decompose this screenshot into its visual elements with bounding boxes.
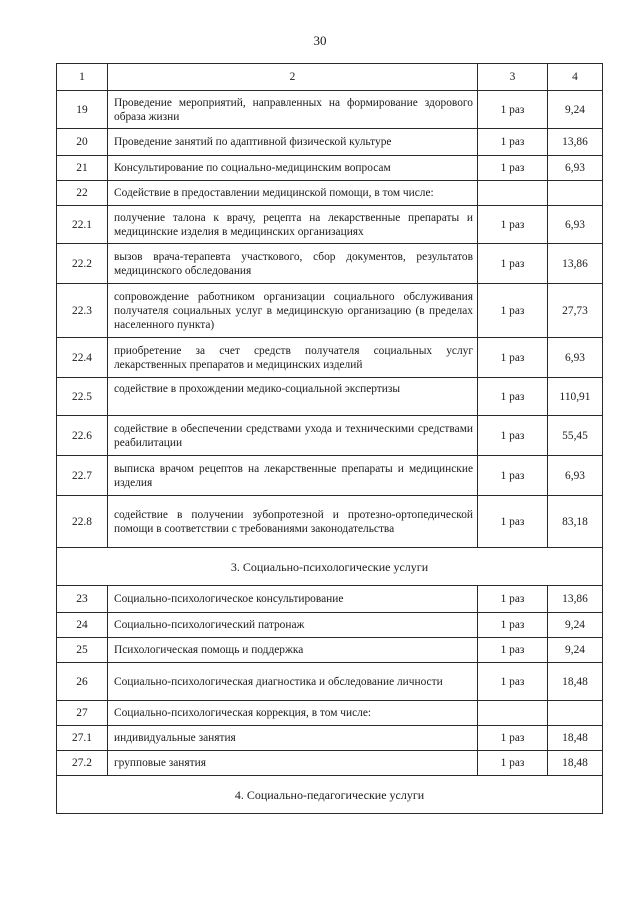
service-description-cell: вызов врача-терапевта участкового, сбор документов, результатов медицинского обследования (108, 244, 478, 284)
table-row (57, 613, 603, 638)
price-cell: 6,93 (548, 338, 603, 378)
section-title: 3. Социально-психологические услуги (57, 548, 603, 586)
price-cell: 83,18 (548, 496, 603, 548)
row-number-cell: 20 (57, 129, 108, 156)
table-row (57, 663, 603, 701)
service-description-cell: Проведение мероприятий, направленных на формирование здорового образа жизни (108, 91, 478, 129)
row-number-cell: 22.1 (57, 206, 108, 244)
services-table-body (57, 64, 603, 814)
service-description-cell: Психологическая помощь и поддержка (108, 638, 478, 663)
row-number-cell: 19 (57, 91, 108, 129)
row-number-cell: 25 (57, 638, 108, 663)
service-description-cell: Социально-психологический патронаж (108, 613, 478, 638)
table-row (57, 751, 603, 776)
price-cell: 9,24 (548, 613, 603, 638)
column-header-4: 4 (548, 64, 603, 91)
service-description-cell: приобретение за счет средств получателя социальных услуг лекарственных препаратов и медицинских изделий (108, 338, 478, 378)
row-number-cell: 22 (57, 181, 108, 206)
page-number: 30 (313, 33, 327, 48)
table-row (57, 456, 603, 496)
service-description-cell: индивидуальные занятия (108, 726, 478, 751)
row-number-cell: 27 (57, 701, 108, 726)
service-description-cell: содействие в получении зубопротезной и протезно-ортопедической помощи в соответствии с требованиями законодательства (108, 496, 478, 548)
price-cell: 6,93 (548, 456, 603, 496)
service-description-cell: Социально-психологическая диагностика и обследование личности (108, 663, 478, 701)
row-number-cell: 26 (57, 663, 108, 701)
table-row (57, 129, 603, 156)
table-row (57, 206, 603, 244)
service-description-cell: содействие в обеспечении средствами ухода и техническими средствами реабилитации (108, 416, 478, 456)
services-table (56, 63, 603, 814)
row-number-cell: 24 (57, 613, 108, 638)
column-header-2: 2 (108, 64, 478, 91)
row-number-cell: 22.2 (57, 244, 108, 284)
service-description-cell: получение талона к врачу, рецепта на лекарственные препараты и медицинские изделия в медицинских организациях (108, 206, 478, 244)
service-description-cell: групповые занятия (108, 751, 478, 776)
service-description-cell: выписка врачом рецептов на лекарственные препараты и медицинские изделия (108, 456, 478, 496)
frequency-cell: 1 раз (478, 638, 548, 663)
row-number-cell: 22.6 (57, 416, 108, 456)
frequency-cell: 1 раз (478, 338, 548, 378)
price-cell: 9,24 (548, 91, 603, 129)
table-row (57, 338, 603, 378)
price-cell (548, 181, 603, 206)
service-description-cell: Социально-психологическая коррекция, в том числе: (108, 701, 478, 726)
frequency-cell (478, 701, 548, 726)
frequency-cell: 1 раз (478, 206, 548, 244)
service-description-cell: Содействие в предоставлении медицинской помощи, в том числе: (108, 181, 478, 206)
table-row (57, 586, 603, 613)
price-cell: 55,45 (548, 416, 603, 456)
frequency-cell: 1 раз (478, 751, 548, 776)
table-row (57, 378, 603, 416)
price-cell: 110,91 (548, 378, 603, 416)
table-row (57, 701, 603, 726)
table-row (57, 416, 603, 456)
frequency-cell: 1 раз (478, 726, 548, 751)
table-row (57, 181, 603, 206)
service-description-cell: Проведение занятий по адаптивной физической культуре (108, 129, 478, 156)
table-header-row (57, 64, 603, 91)
section-header-row (57, 548, 603, 586)
frequency-cell: 1 раз (478, 284, 548, 338)
frequency-cell: 1 раз (478, 586, 548, 613)
row-number-cell: 22.3 (57, 284, 108, 338)
frequency-cell (478, 181, 548, 206)
table-row (57, 156, 603, 181)
service-description-cell: Социально-психологическое консультирование (108, 586, 478, 613)
frequency-cell: 1 раз (478, 156, 548, 181)
frequency-cell: 1 раз (478, 416, 548, 456)
price-cell: 18,48 (548, 726, 603, 751)
row-number-cell: 27.2 (57, 751, 108, 776)
table-row (57, 496, 603, 548)
row-number-cell: 27.1 (57, 726, 108, 751)
section-header-row (57, 776, 603, 814)
price-cell: 18,48 (548, 751, 603, 776)
price-cell: 6,93 (548, 156, 603, 181)
row-number-cell: 23 (57, 586, 108, 613)
section-title: 4. Социально-педагогические услуги (57, 776, 603, 814)
row-number-cell: 22.7 (57, 456, 108, 496)
table-row (57, 726, 603, 751)
frequency-cell: 1 раз (478, 244, 548, 284)
column-header-3: 3 (478, 64, 548, 91)
price-cell: 13,86 (548, 586, 603, 613)
price-cell: 18,48 (548, 663, 603, 701)
row-number-cell: 22.8 (57, 496, 108, 548)
frequency-cell: 1 раз (478, 663, 548, 701)
table-row (57, 244, 603, 284)
frequency-cell: 1 раз (478, 91, 548, 129)
price-cell: 6,93 (548, 206, 603, 244)
row-number-cell: 22.5 (57, 378, 108, 416)
price-cell (548, 701, 603, 726)
price-cell: 9,24 (548, 638, 603, 663)
frequency-cell: 1 раз (478, 378, 548, 416)
service-description-cell: сопровождение работником организации социального обслуживания получателя социальных услуг в медицинскую организацию (в пределах населенного пункта) (108, 284, 478, 338)
service-description-cell: Консультирование по социально-медицинским вопросам (108, 156, 478, 181)
frequency-cell: 1 раз (478, 456, 548, 496)
price-cell: 27,73 (548, 284, 603, 338)
table-row (57, 284, 603, 338)
column-header-1: 1 (57, 64, 108, 91)
frequency-cell: 1 раз (478, 496, 548, 548)
service-description-cell: содействие в прохождении медико-социальной экспертизы (108, 378, 478, 416)
frequency-cell: 1 раз (478, 129, 548, 156)
table-row (57, 91, 603, 129)
row-number-cell: 21 (57, 156, 108, 181)
row-number-cell: 22.4 (57, 338, 108, 378)
price-cell: 13,86 (548, 129, 603, 156)
price-cell: 13,86 (548, 244, 603, 284)
frequency-cell: 1 раз (478, 613, 548, 638)
table-row (57, 638, 603, 663)
